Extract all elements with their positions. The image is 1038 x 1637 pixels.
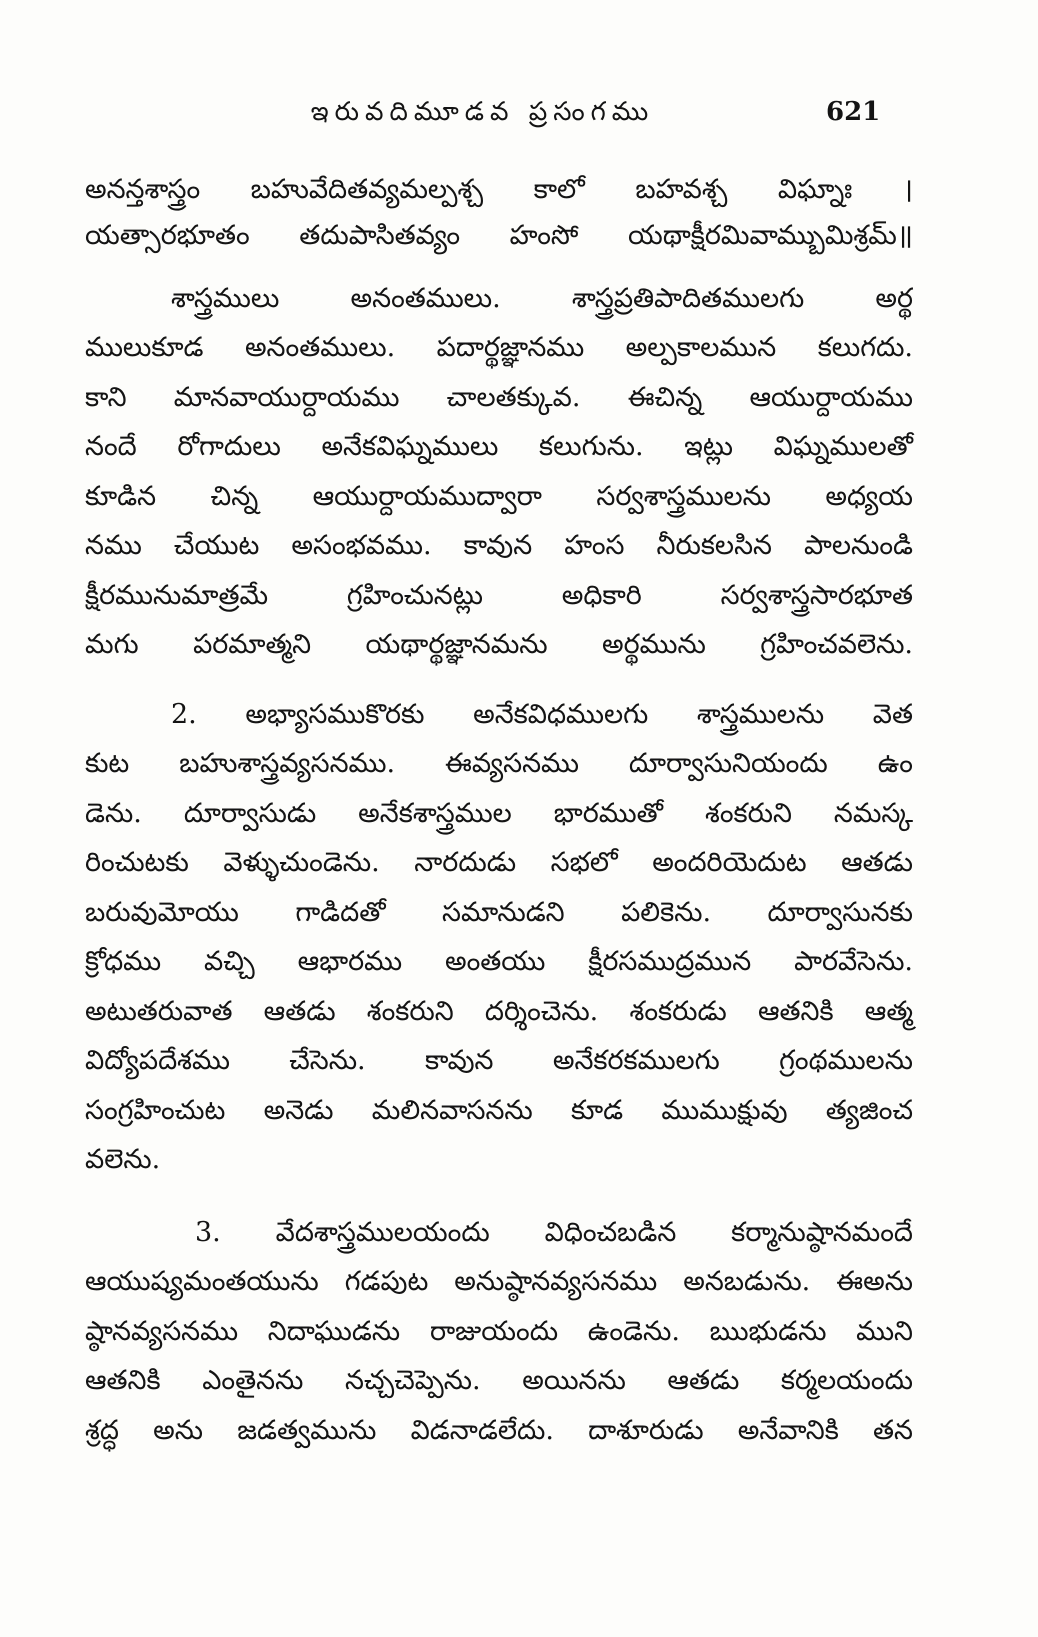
page-body	[85, 167, 913, 1455]
page-header	[0, 90, 1038, 134]
verse-line: యత్సారభూతం తదుపాసితవ్యం హంసో యథాక్షీరమివామ్బుమిశ్రమ్॥	[85, 220, 913, 251]
paragraph-line: ఆతనికి ఎంతైనను నచ్చచెప్పెను. అయినను ఆతడు కర్మలయందు	[85, 1365, 913, 1396]
paragraph-line: ఆయుష్యమంతయును గడపుట అనుష్ఠానవ్యసనము అనబడును. ఈఅను	[85, 1266, 913, 1297]
paragraph-line: నము చేయుట అసంభవము. కావున హంస నీరుకలసిన పాలనుండి	[85, 530, 913, 561]
paragraph-line: శ్రద్ధ అను జడత్వమును విడనాడలేదు. దాశూరుడు అనేవానికి తన	[85, 1414, 913, 1446]
paragraph-line: కాని మానవాయుర్దాయము చాలతక్కువ. ఈచిన్న ఆయుర్దాయము	[85, 381, 913, 413]
paragraph-line: కుట బహుశాస్త్రవ్యసనము. ఈవ్యసనము దూర్వాసునియందు ఉం	[85, 748, 913, 779]
paragraph-line: క్షీరమునుమాత్రమే గ్రహించునట్లు అధికారి సర్వశాస్త్రసారభూత	[85, 579, 913, 611]
paragraph	[85, 690, 913, 1185]
verse-line: అనన్తశాస్త్రం బహువేదితవ్యమల్పశ్చ కాలో బహవశ్చ విఘ్నాః ।	[85, 174, 913, 205]
paragraph-line: ష్ఠానవ్యసనము నిదాఘుడను రాజుయందు ఉండెను. ఋభుడను ముని	[85, 1315, 913, 1347]
paragraph	[85, 1208, 913, 1456]
paragraph-line: వలెను.	[85, 1144, 161, 1175]
page-number: 621	[826, 97, 881, 127]
paragraph-line: మగు పరమాత్మని యథార్థజ్ఞానమను అర్థమును గ్రహించవలెను.	[85, 629, 913, 660]
paragraph-line: రించుటకు వెళ్ళుచుండెను. నారదుడు సభలో అందరియెదుట ఆతడు	[85, 847, 913, 878]
paragraph-line: డెను. దూర్వాసుడు అనేకశాస్త్రముల భారముతో శంకరుని నమస్క	[85, 797, 913, 829]
running-title: ఇరువదిమూడవ ప్రసంగము	[310, 97, 655, 127]
paragraph-line: ములుకూడ అనంతములు. పదార్థజ్ఞానము అల్పకాలమున కలుగదు.	[85, 332, 913, 363]
paragraph-line: సంగ్రహించుట అనెడు మలినవాసనను కూడ ముముక్షువు త్యజించ	[85, 1094, 913, 1126]
paragraph-line: విద్యోపదేశము చేసెను. కావున అనేకరకములగు గ్రంథములను	[85, 1045, 913, 1076]
paragraph-line: 2. అభ్యాసముకొరకు అనేకవిధములగు శాస్త్రములను వెత	[171, 698, 913, 730]
paragraph-line: 3. వేదశాస్త్రములయందు విధించబడిన కర్మానుష్ఠానమందే	[195, 1216, 913, 1248]
paragraph-line: క్రోధము వచ్చి ఆభారము అంతయు క్షీరసముద్రమున పారవేసెను.	[85, 946, 913, 977]
paragraph-line: శాస్త్రములు అనంతములు. శాస్త్రప్రతిపాదితములగు అర్థ	[171, 282, 913, 314]
paragraph-line: అటుతరువాత ఆతడు శంకరుని దర్శించెను. శంకరుడు ఆతనికి ఆత్మ	[85, 995, 913, 1027]
paragraph-line: నందే రోగాదులు అనేకవిఘ్నములు కలుగును. ఇట్లు విఘ్నములతో	[85, 431, 913, 462]
paragraph-line: కూడిన చిన్న ఆయుర్దాయముద్వారా సర్వశాస్త్రములను అధ్యయ	[85, 480, 913, 512]
paragraph	[85, 274, 913, 670]
paragraph-line: బరువుమోయు గాడిదతో సమానుడని పలికెను. దూర్వాసునకు	[85, 896, 913, 928]
sanskrit-verse	[85, 167, 913, 259]
